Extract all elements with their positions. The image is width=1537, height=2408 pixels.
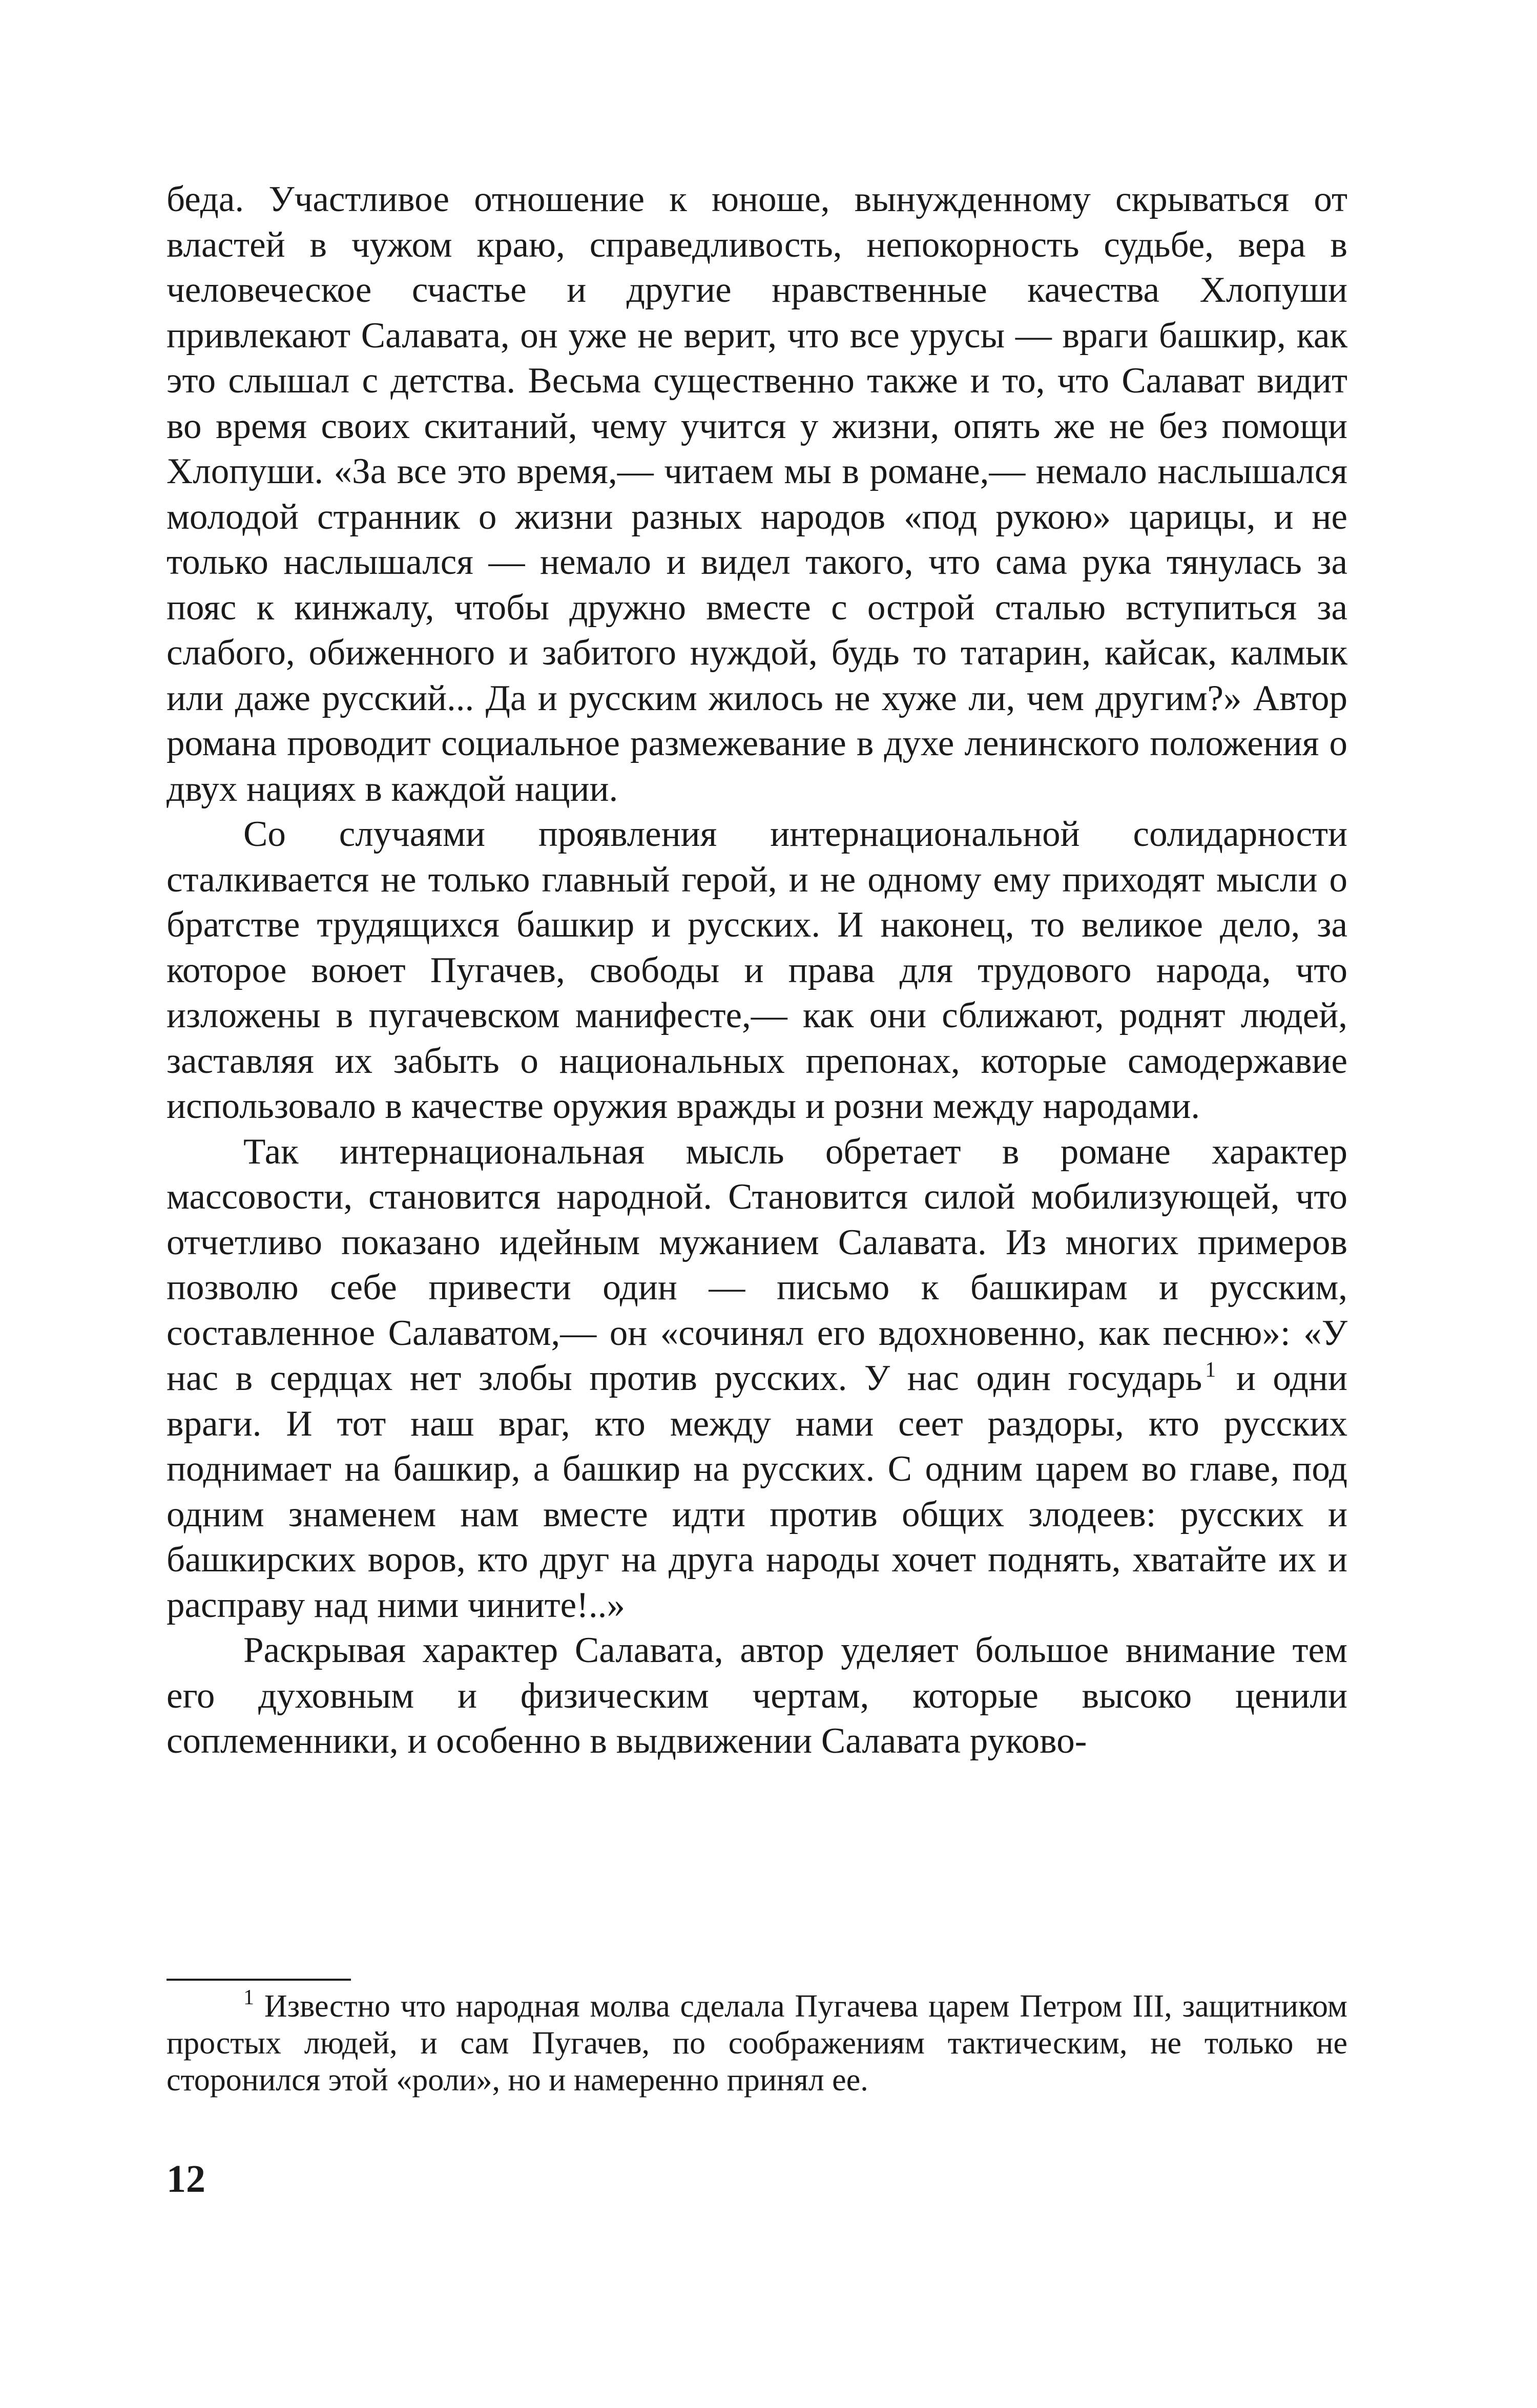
paragraph-3-text-start: Так интернациональная мысль обретает в романе характер массовости, становится народной. Становится силой мобилизующей, что отчетливо показано идейным мужанием Салавата. Из многих примеров позволю себе привести один — письмо к башкирам и русским, составленное Салаватом,— он «сочинял его вдохновенно, как песню»: «У нас в сердцах нет злобы против русских. У нас один государь	[167, 1131, 1347, 1398]
paragraph-3	[167, 1129, 1347, 1628]
footnote	[167, 1988, 1347, 2099]
footnote-mark: 1	[243, 1986, 254, 2009]
paragraph-3-text-end: и одни враги. И тот наш враг, кто между нами сеет раздоры, кто русских поднимает на башкир, а башкир на русских. С одним царем во главе, под одним знаменем нам вместе идти против общих злодеев: русских и башкирских воров, кто друг на друга народы хочет поднять, хватайте их и расправу над ними чините!..»	[167, 1358, 1347, 1625]
paragraph-2: Со случаями проявления интернациональной солидарности сталкивается не только главный герой, и не одному ему приходят мысли о братстве трудящихся башкир и русских. И наконец, то великое дело, за которое воюет Пугачев, свободы и права для трудового народа, что изложены в пугачевском манифесте,— как они сближают, роднят людей, заставляя их забыть о национальных препонах, которые самодержавие использовало в качестве оружия вражды и розни между народами.	[167, 814, 1347, 1126]
paragraph-4: Раскрывая характер Салавата, автор уделяет большое внимание тем его духовным и физическим чертам, которые высоко ценили соплеменники, и особенно в выдвижении Салавата руково-	[167, 1630, 1347, 1761]
footnote-divider	[167, 1979, 351, 1981]
footnote-reference: 1	[1205, 1358, 1216, 1382]
footnote-text: Известно что народная молва сделала Пугачева царем Петром III, защитником простых людей, и сам Пугачев, по соображениям тактическим, не только не сторонился этой «роли», но и намеренно принял ее.	[167, 1989, 1347, 2098]
page-number: 12	[167, 2157, 205, 2201]
paragraph-1: беда. Участливое отношение к юноше, вынужденному скрываться от властей в чужом краю, справедливость, непокорность судьбе, вера в человеческое счастье и другие нравственные качества Хлопуши привлекают Салавата, он уже не верит, что все урусы — враги башкир, как это слышал с детства. Весьма существенно также и то, что Салават видит во время своих скитаний, чему учится у жизни, опять же не без помощи Хлопуши. «За все это время,— читаем мы в романе,— немало наслышался молодой странник о жизни разных народов «под рукою» царицы, и не только наслышался — немало и видел такого, что сама рука тянулась за пояс к кинжалу, чтобы дружно вместе с острой сталью вступиться за слабого, обиженного и забитого нуждой, будь то татарин, кайсак, калмык или даже русский... Да и русским жилось не хуже ли, чем другим?» Автор романа проводит социальное размежевание в духе ленинского положения о двух нациях в каждой нации.	[167, 179, 1347, 809]
page-body	[167, 177, 1347, 1764]
